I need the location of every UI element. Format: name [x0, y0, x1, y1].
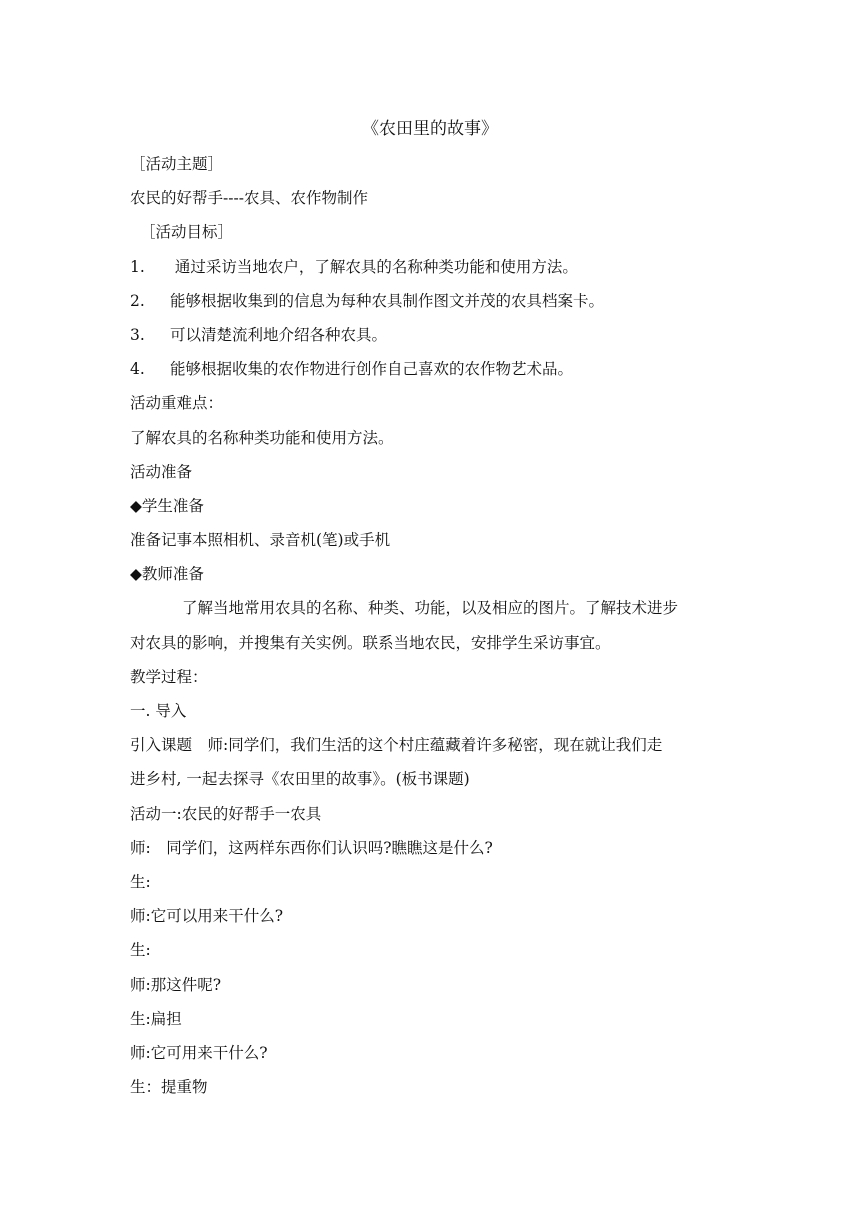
- section-theme-label: ［活动主题］: [130, 155, 224, 173]
- goal-number: 3.: [130, 325, 145, 344]
- goal-text: 可以清楚流利地介绍各种农具。: [170, 325, 388, 344]
- dialogue-line: 生:: [130, 872, 151, 891]
- goal-number: 1.: [130, 257, 145, 276]
- goal-number: 2.: [130, 291, 145, 310]
- activity1-label: 活动一:农民的好帮手一农具: [130, 804, 322, 823]
- teacher-prep-line: 对农具的影响，并搜集有关实例。联系当地农民，安排学生采访事宜。: [130, 633, 611, 652]
- intro-line: 引入课题 师:同学们，我们生活的这个村庄蕴藏着许多秘密，现在就让我们走: [130, 736, 663, 755]
- key-points-text: 了解农具的名称种类功能和使用方法。: [130, 428, 394, 447]
- goal-text: 通过采访当地农户，了解农具的名称种类功能和使用方法。: [170, 257, 578, 276]
- teacher-prep-line: 了解当地常用农具的名称、种类、功能，以及相应的图片。了解技术进步: [182, 599, 679, 618]
- dialogue-line: 师:那这件呢?: [130, 975, 222, 994]
- intro-label: 一. 导入: [130, 702, 187, 720]
- process-label: 教学过程：: [130, 667, 208, 686]
- student-prep-text: 准备记事本照相机、录音机(笔)或手机: [130, 531, 391, 550]
- goal-text: 能够根据收集到的信息为每种农具制作图文并茂的农具档案卡。: [170, 291, 605, 310]
- section-goal-label: ［活动目标］: [140, 223, 234, 242]
- goal-item: [130, 321, 730, 355]
- document-title: 《农田里的故事》: [362, 119, 498, 139]
- document-body: [130, 150, 730, 1107]
- dialogue-line: 生:: [130, 941, 151, 960]
- key-points-label: 活动重难点：: [130, 394, 224, 413]
- goal-number: 4.: [130, 360, 145, 379]
- intro-line: 进乡村, 一起去探寻《农田里的故事》。(板书课题): [130, 770, 470, 789]
- teacher-prep-label: ◆教师准备: [130, 565, 204, 584]
- goal-item: [130, 253, 730, 287]
- preparation-label: 活动准备: [130, 462, 193, 481]
- dialogue-line: 生:扁担: [130, 1009, 182, 1028]
- theme-text: 农民的好帮手----农具、农作物制作: [130, 189, 368, 208]
- dialogue-line: 师:它可以用来干什么?: [130, 907, 284, 926]
- goal-item: [130, 355, 730, 389]
- dialogue-line: 师: 同学们，这两样东西你们认识吗?瞧瞧这是什么?: [130, 838, 493, 857]
- goal-item: [130, 287, 730, 321]
- dialogue-line: 生：提重物: [130, 1078, 208, 1097]
- student-prep-label: ◆学生准备: [130, 496, 204, 515]
- dialogue-line: 师:它可用来干什么?: [130, 1043, 268, 1062]
- goal-text: 能够根据收集的农作物进行创作自己喜欢的农作物艺术品。: [170, 360, 574, 379]
